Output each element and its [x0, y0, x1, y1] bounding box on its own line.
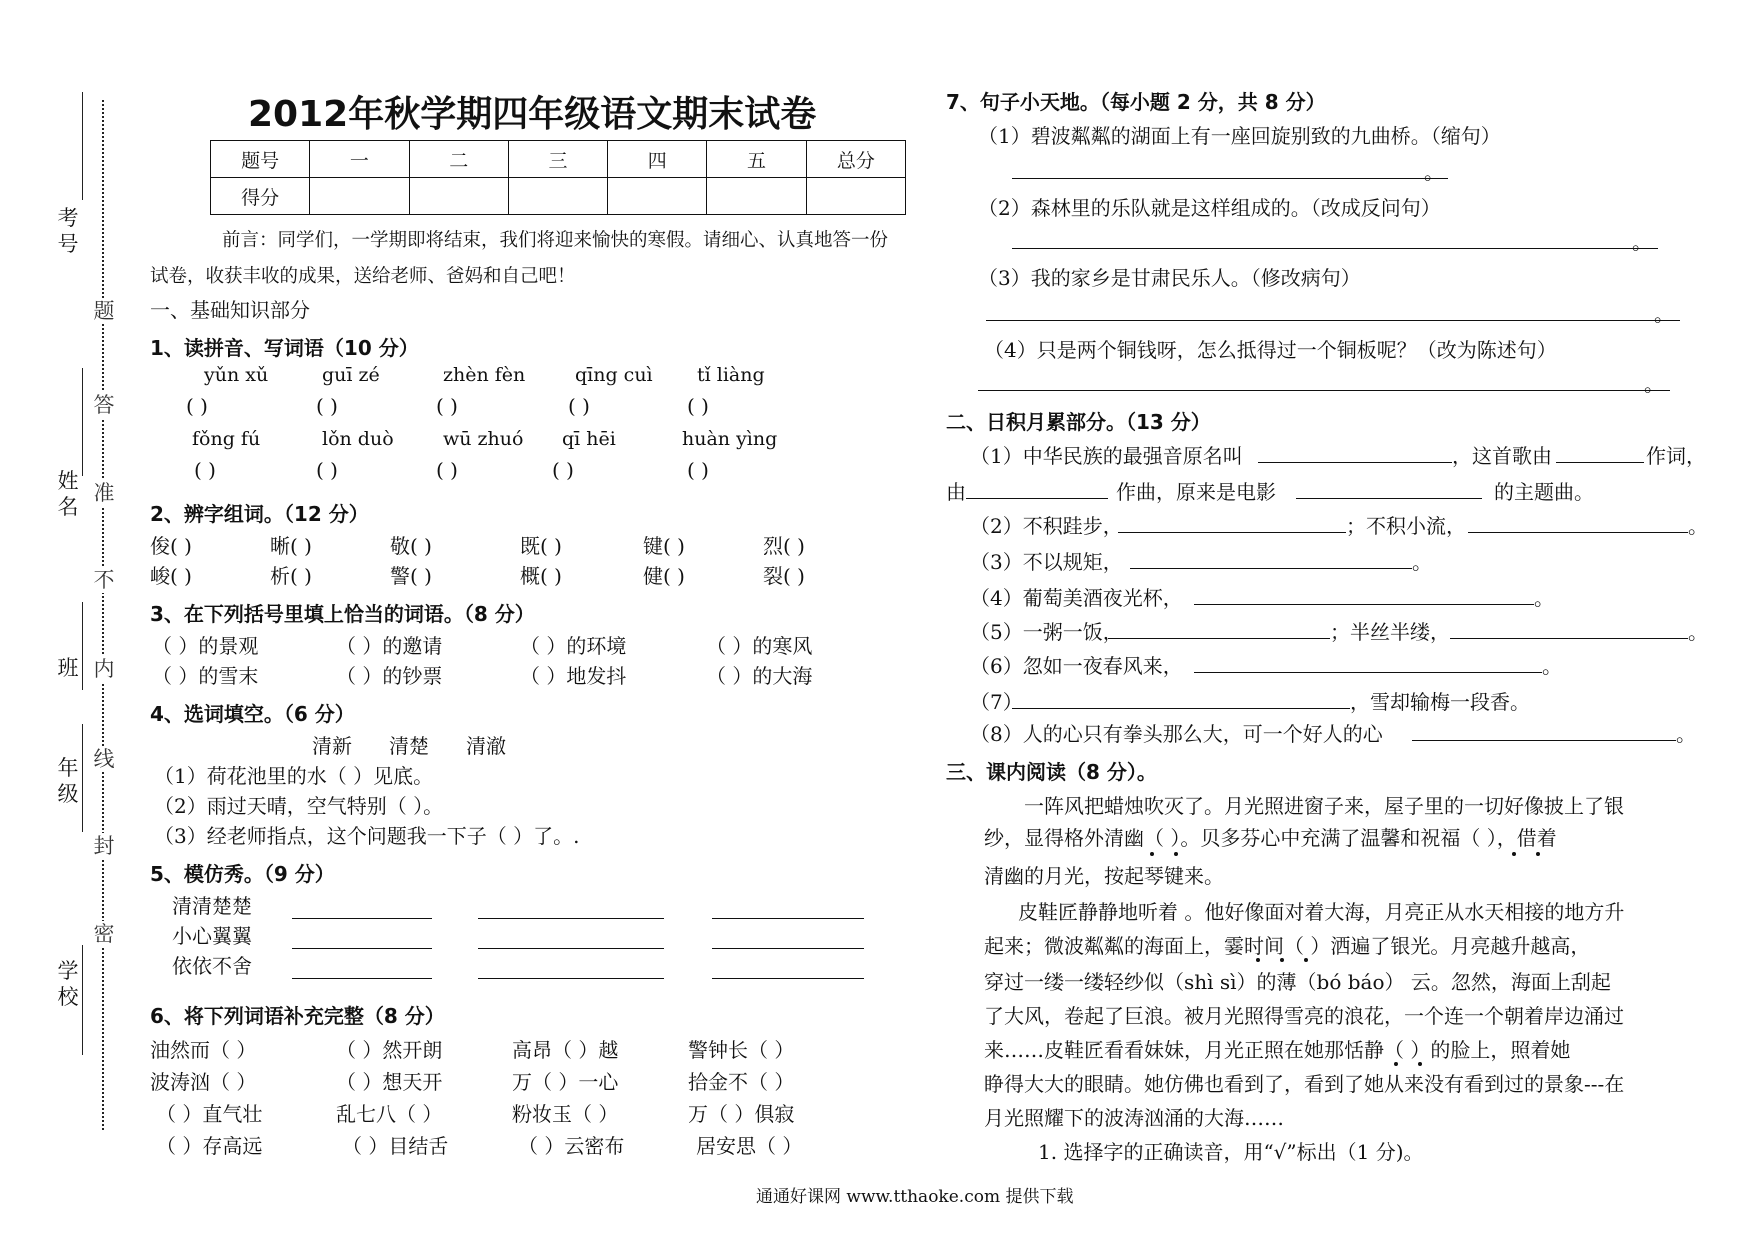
answer-line[interactable]	[1258, 462, 1452, 463]
reading-question-1: 1. 选择字的正确读音，用“√”标出（1 分)。	[1038, 1140, 1424, 1164]
part2-line-2b: ；不积小流，	[1346, 514, 1466, 538]
score-table-header-cell: 二	[409, 141, 508, 178]
idiom-item[interactable]: 万（ ）一心	[512, 1070, 619, 1094]
pinyin: huàn yìng	[682, 428, 778, 450]
emphasis-dot	[1150, 852, 1154, 856]
part2-line-1e: 作曲，原来是电影	[1116, 480, 1276, 504]
seal-char: 不	[93, 568, 115, 592]
emphasis-dot	[1304, 958, 1308, 962]
q1-title: 1、读拼音、写词语（10 分）	[150, 336, 419, 360]
period: 。	[1412, 550, 1432, 574]
answer-paren[interactable]: ( )	[687, 458, 709, 482]
preface-line-2: 试卷，收获丰收的成果，送给老师、爸妈和自己吧！	[150, 266, 576, 287]
q4-sentence-2[interactable]: （2）雨过天晴，空气特别（ ）。	[154, 794, 444, 818]
idiom-item[interactable]: 高昂（ ）越	[512, 1038, 619, 1062]
pinyin: lǒn duò	[322, 428, 394, 450]
reading-line: 穿过一缕一缕轻纱似（shì sì）的薄（bó báo） 云。忽然，海面上刮起	[984, 970, 1611, 994]
emphasis-dot	[1512, 852, 1516, 856]
answer-line[interactable]	[712, 978, 864, 979]
score-cell[interactable]	[409, 178, 508, 215]
q4-sentence-1[interactable]: （1）荷花池里的水（ ）见底。	[154, 764, 434, 788]
idiom-item[interactable]: （ ）云密布	[518, 1134, 625, 1158]
fill-phrase[interactable]: （ ）的环境	[520, 634, 627, 658]
part2-line-6: （6）忽如一夜春风来，	[970, 654, 1183, 678]
score-table-header-cell: 总分	[806, 141, 905, 178]
q4-title: 4、选词填空。（6 分）	[150, 702, 355, 726]
part2-title: 二、日积月累部分。（13 分）	[946, 410, 1211, 434]
idiom-item[interactable]: （ ）然开朗	[336, 1038, 443, 1062]
seal-char: 封	[93, 834, 115, 858]
answer-line[interactable]	[1194, 604, 1534, 605]
part2-line-5a: （5）一粥一饭，	[970, 620, 1123, 644]
idiom-item[interactable]: 万（ ）俱寂	[688, 1102, 795, 1126]
answer-line[interactable]	[1012, 248, 1658, 249]
char-compose-item[interactable]: 警( )	[390, 564, 432, 588]
answer-line[interactable]	[712, 948, 864, 949]
answer-paren[interactable]: ( )	[194, 458, 216, 482]
emphasis-dot	[1418, 1062, 1422, 1066]
reading-line: 起来；微波粼粼的海面上，霎时间（ ）洒遍了银光。月亮越升越高，	[984, 934, 1591, 958]
part2-line-4: （4）葡萄美酒夜光杯，	[970, 586, 1183, 610]
seal-char: 准	[93, 481, 115, 505]
fill-phrase[interactable]: （ ）的寒风	[706, 634, 813, 658]
answer-paren[interactable]: ( )	[687, 394, 709, 418]
q7-sentence-3: （3）我的家乡是甘肃民乐人。（修改病句）	[978, 266, 1361, 290]
word-option: 清澈	[466, 734, 506, 758]
reading-line: 来……皮鞋匠看看妹妹，月光正照在她那恬静（ ）的脸上，照着她	[984, 1038, 1571, 1062]
school-label: 学校	[57, 959, 79, 1009]
score-table-header-cell: 三	[508, 141, 607, 178]
char-compose-item[interactable]: 裂( )	[763, 564, 805, 588]
model-word: 小心翼翼	[172, 924, 252, 948]
score-cell[interactable]	[707, 178, 806, 215]
answer-line[interactable]	[978, 390, 1670, 391]
answer-paren[interactable]: ( )	[552, 458, 574, 482]
emphasis-dot	[1394, 1062, 1398, 1066]
answer-line[interactable]	[1468, 532, 1688, 533]
fill-phrase[interactable]: （ ）的邀请	[336, 634, 443, 658]
idiom-item[interactable]: （ ）存高远	[156, 1134, 263, 1158]
part2-line-7b: ，雪却输梅一段香。	[1350, 690, 1530, 714]
char-compose-item[interactable]: 敬( )	[390, 534, 432, 558]
char-compose-item[interactable]: 健( )	[643, 564, 685, 588]
answer-paren[interactable]: ( )	[568, 394, 590, 418]
idiom-item[interactable]: 粉妆玉（ ）	[512, 1102, 619, 1126]
char-compose-item[interactable]: 烈( )	[763, 534, 805, 558]
seal-char: 内	[93, 657, 115, 681]
reading-line: 一阵风把蜡烛吹灭了。月光照进窗子来，屋子里的一切好像披上了银	[1024, 794, 1624, 818]
score-table-header-cell: 五	[707, 141, 806, 178]
q7-sentence-1: （1）碧波粼粼的湖面上有一座回旋别致的九曲桥。（缩句）	[978, 124, 1501, 148]
score-table-row-label: 得分	[211, 178, 310, 215]
fill-phrase[interactable]: （ ）地发抖	[520, 664, 627, 688]
pinyin: wū zhuó	[443, 428, 524, 450]
part2-line-8: （8）人的心只有拳头那么大，可一个好人的心	[970, 722, 1383, 746]
char-compose-item[interactable]: 俊( )	[150, 534, 192, 558]
class-label: 班	[57, 656, 79, 680]
answer-line[interactable]	[1194, 672, 1542, 673]
char-compose-item[interactable]: 键( )	[643, 534, 685, 558]
pinyin: qīng cuì	[575, 364, 653, 386]
pinyin: qī hēi	[562, 428, 616, 450]
char-compose-item[interactable]: 析( )	[270, 564, 312, 588]
binding-dotted-line	[102, 100, 104, 1130]
answer-line[interactable]	[966, 498, 1108, 499]
seal-char: 线	[93, 747, 115, 771]
answer-line[interactable]	[478, 948, 664, 949]
answer-line[interactable]	[1450, 638, 1688, 639]
pinyin: fǒng fú	[192, 428, 261, 450]
word-option: 清楚	[389, 734, 429, 758]
seal-char: 题	[93, 299, 115, 323]
class-line	[82, 602, 83, 690]
q3-title: 3、在下列括号里填上恰当的词语。（8 分）	[150, 602, 535, 626]
part2-line-1a: （1）中华民族的最强音原名叫	[970, 444, 1243, 468]
answer-paren[interactable]: ( )	[316, 458, 338, 482]
score-table-header-cell: 题号	[211, 141, 310, 178]
part2-line-1d: 由	[946, 480, 966, 504]
reading-line: 了大风，卷起了巨浪。被月光照得雪亮的浪花，一个连一个朝着岸边涌过	[984, 1004, 1624, 1028]
fill-phrase[interactable]: （ ）的景观	[152, 634, 259, 658]
part2-line-5b: ；半丝半缕，	[1330, 620, 1450, 644]
period: 。	[1654, 302, 1674, 326]
period: 。	[1644, 372, 1664, 396]
score-cell[interactable]	[310, 178, 409, 215]
answer-line[interactable]	[1556, 462, 1644, 463]
pinyin: guī zé	[322, 364, 380, 386]
name-line	[82, 368, 83, 476]
answer-line[interactable]	[1118, 532, 1346, 533]
period: 。	[1688, 514, 1708, 538]
idiom-item[interactable]: 拾金不（ ）	[688, 1070, 795, 1094]
idiom-item[interactable]: （ ）直气壮	[156, 1102, 263, 1126]
answer-line[interactable]	[292, 948, 432, 949]
answer-line[interactable]	[1012, 178, 1448, 179]
part2-line-1c: 作词，	[1646, 444, 1706, 468]
part2-line-3: （3）不以规矩，	[970, 550, 1123, 574]
q4-sentence-3[interactable]: （3）经老师指点，这个问题我一下子（ ）了。.	[154, 824, 580, 848]
fill-phrase[interactable]: （ ）的大海	[706, 664, 813, 688]
period: 。	[1688, 620, 1708, 644]
score-table-header-cell: 四	[608, 141, 707, 178]
q6-title: 6、将下列词语补充完整（8 分）	[150, 1004, 445, 1028]
grade-line	[82, 724, 83, 832]
period: 。	[1676, 722, 1696, 746]
score-cell[interactable]	[608, 178, 707, 215]
exam-number-label: 考号	[57, 206, 79, 256]
score-table-header-row	[211, 141, 906, 178]
period: 。	[1632, 230, 1652, 254]
exam-number-line	[82, 92, 83, 200]
q5-title: 5、模仿秀。（9 分）	[150, 862, 335, 886]
page-title: 2012年秋学期四年级语文期末试卷	[248, 94, 817, 135]
answer-line[interactable]	[1296, 498, 1482, 499]
preface-line-1: 前言：同学们，一学期即将结束，我们将迎来愉快的寒假。请细心、认真地答一份	[222, 230, 889, 251]
fill-phrase[interactable]: （ ）的钞票	[336, 664, 443, 688]
char-compose-item[interactable]: 峻( )	[150, 564, 192, 588]
q2-title: 2、辨字组词。（12 分）	[150, 502, 369, 526]
answer-paren[interactable]: ( )	[186, 394, 208, 418]
emphasis-dot	[1280, 958, 1284, 962]
score-table	[210, 140, 906, 215]
char-compose-item[interactable]: 概( )	[520, 564, 562, 588]
idiom-item[interactable]: （ ）目结舌	[342, 1134, 449, 1158]
school-line	[82, 945, 83, 1055]
reading-line: 月光照耀下的波涛汹涌的大海……	[984, 1106, 1284, 1130]
reading-line: 纱，显得格外清幽（ ）。贝多芬心中充满了温馨和祝福（ ），借着	[984, 826, 1557, 850]
idiom-item[interactable]: 波涛汹（ ）	[150, 1070, 257, 1094]
period: 。	[1542, 654, 1562, 678]
part2-line-7a: （7）	[970, 690, 1023, 714]
answer-line[interactable]	[292, 918, 432, 919]
emphasis-dot	[1536, 852, 1540, 856]
score-cell[interactable]	[508, 178, 607, 215]
idiom-item[interactable]: 乱七八（ ）	[336, 1102, 443, 1126]
idiom-item[interactable]: 警钟长（ ）	[688, 1038, 795, 1062]
answer-line[interactable]	[1108, 638, 1330, 639]
score-table-score-row	[211, 178, 906, 215]
emphasis-dot	[1174, 852, 1178, 856]
model-word: 依依不舍	[172, 954, 252, 978]
answer-line[interactable]	[712, 918, 864, 919]
reading-line: 皮鞋匠静静地听着 。他好像面对着大海，月亮正从水天相接的地方升	[1018, 900, 1625, 924]
seal-char: 密	[93, 922, 115, 946]
grade-label: 年级	[57, 756, 79, 806]
part2-line-2a: （2）不积跬步，	[970, 514, 1123, 538]
seal-char: 答	[93, 393, 115, 417]
reading-line: 清幽的月光，按起琴键来。	[984, 864, 1224, 888]
part2-line-1f: 的主题曲。	[1494, 480, 1594, 504]
idiom-item[interactable]: 油然而（ ）	[150, 1038, 257, 1062]
idiom-item[interactable]: 居安思（ ）	[696, 1134, 803, 1158]
pinyin: zhèn fèn	[443, 364, 526, 386]
fill-phrase[interactable]: （ ）的雪末	[152, 664, 259, 688]
answer-line[interactable]	[292, 978, 432, 979]
word-option: 清新	[312, 734, 352, 758]
period: 。	[1424, 160, 1444, 184]
score-table-header-cell: 一	[310, 141, 409, 178]
reading-line: 睁得大大的眼睛。她仿佛也看到了，看到了她从来没有看到过的景象---在	[984, 1072, 1625, 1096]
q7-title: 7、句子小天地。（每小题 2 分，共 8 分）	[946, 90, 1326, 114]
pinyin: tǐ liàng	[697, 364, 765, 386]
pinyin: yǔn xǔ	[204, 364, 269, 386]
part1-title: 一、基础知识部分	[150, 298, 310, 322]
period: 。	[1534, 586, 1554, 610]
answer-line[interactable]	[1412, 740, 1676, 741]
answer-line[interactable]	[986, 320, 1680, 321]
char-compose-item[interactable]: 既( )	[520, 534, 562, 558]
emphasis-dot	[1256, 958, 1260, 962]
answer-line[interactable]	[478, 918, 664, 919]
char-compose-item[interactable]: 晰( )	[270, 534, 312, 558]
part3-title: 三、课内阅读（8 分）。	[946, 760, 1157, 784]
answer-paren[interactable]: ( )	[316, 394, 338, 418]
answer-line[interactable]	[1012, 708, 1350, 709]
answer-line[interactable]	[1130, 568, 1412, 569]
name-label: 姓名	[57, 469, 79, 519]
q7-sentence-2: （2）森林里的乐队就是这样组成的。（改成反问句）	[978, 196, 1441, 220]
footer-text: 通通好课网 www.tthaoke.com 提供下载	[756, 1187, 1074, 1207]
answer-paren[interactable]: ( )	[436, 458, 458, 482]
score-cell[interactable]	[806, 178, 905, 215]
idiom-item[interactable]: （ ）想天开	[336, 1070, 443, 1094]
answer-line[interactable]	[478, 978, 664, 979]
model-word: 清清楚楚	[172, 894, 252, 918]
answer-paren[interactable]: ( )	[436, 394, 458, 418]
q7-sentence-4: （4）只是两个铜钱呀，怎么抵得过一个铜板呢？（改为陈述句）	[984, 338, 1557, 362]
part2-line-1b: ，这首歌由	[1452, 444, 1552, 468]
